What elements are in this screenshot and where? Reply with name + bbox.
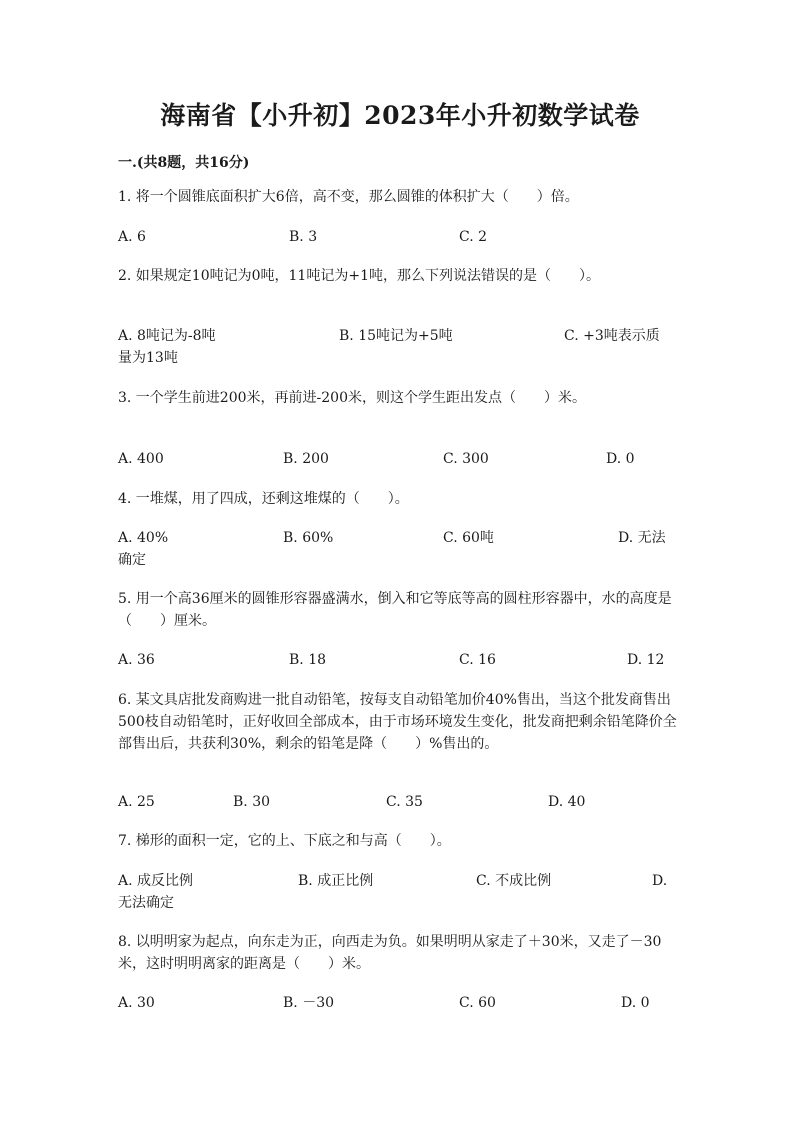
q4-option-c: C. 60吨 — [443, 530, 494, 546]
q8-option-c: C. 60 — [459, 995, 496, 1011]
q5-option-c: C. 16 — [459, 652, 496, 668]
q3-option-d: D. 0 — [606, 451, 635, 467]
q4-option-d: D. 无法 — [618, 530, 666, 546]
section-heading: 一.(共8题，共16分) — [118, 155, 250, 171]
q4-option-b: B. 60% — [283, 530, 334, 546]
q8-option-d: D. 0 — [621, 995, 650, 1011]
q2-option-c: C. +3吨表示质 — [564, 328, 660, 344]
question-8: 8. 以明明家为起点，向东走为正，向西走为负。如果明明从家走了＋30米，又走了－30米，这时明明离家的距离是（ ）米。 — [118, 934, 662, 972]
question-1: 1. 将一个圆锥底面积扩大6倍，高不变，那么圆锥的体积扩大（ ）倍。 — [118, 189, 579, 205]
q2-option-a: A. 8吨记为-8吨 — [118, 328, 216, 344]
q1-option-c: C. 2 — [459, 229, 488, 245]
q6-option-c: C. 35 — [386, 794, 423, 810]
question-2: 2. 如果规定10吨记为0吨，11吨记为+1吨，那么下列说法错误的是（ ）。 — [118, 268, 600, 284]
q7-option-c: C. 不成比例 — [476, 873, 552, 889]
page-title: 海南省【小升初】2023年小升初数学试卷 — [160, 101, 640, 130]
q8-option-b: B. －30 — [283, 995, 335, 1011]
q5-option-d: D. 12 — [627, 652, 665, 668]
q8-option-a: A. 30 — [118, 995, 155, 1011]
q7-option-b: B. 成正比例 — [298, 873, 374, 889]
question-3: 3. 一个学生前进200米，再前进-200米，则这个学生距出发点（ ）米。 — [118, 390, 586, 406]
q7-option-d-continued: 无法确定 — [118, 895, 174, 911]
q5-option-b: B. 18 — [289, 652, 327, 668]
q1-option-b: B. 3 — [289, 229, 318, 245]
q2-option-b: B. 15吨记为+5吨 — [339, 328, 453, 344]
q6-option-b: B. 30 — [233, 794, 271, 810]
q7-option-a: A. 成反比例 — [118, 873, 194, 889]
q4-option-a: A. 40% — [118, 530, 169, 546]
q7-option-d: D. — [652, 873, 668, 889]
q6-option-d: D. 40 — [548, 794, 586, 810]
question-6: 6. 某文具店批发商购进一批自动铅笔，按每支自动铅笔加价40%售出，当这个批发商售出500枝自动铅笔时，正好收回全部成本，由于市场环境发生变化，批发商把剩余铅笔降价全部售出后，共获利30%，剩余的铅笔是降（ ）%售出的。 — [118, 692, 677, 752]
question-4: 4. 一堆煤，用了四成，还剩这堆煤的（ ）。 — [118, 491, 409, 507]
q3-option-b: B. 200 — [283, 451, 329, 467]
q3-option-a: A. 400 — [118, 451, 164, 467]
q4-option-d-continued: 确定 — [118, 552, 146, 568]
q2-option-c-continued: 量为13吨 — [118, 350, 178, 366]
q5-option-a: A. 36 — [118, 652, 155, 668]
q1-option-a: A. 6 — [118, 229, 146, 245]
q6-option-a: A. 25 — [118, 794, 155, 810]
q3-option-c: C. 300 — [443, 451, 489, 467]
question-5: 5. 用一个高36厘米的圆锥形容器盛满水，倒入和它等底等高的圆柱形容器中，水的高度是（ ）厘米。 — [118, 591, 672, 629]
question-7: 7. 梯形的面积一定，它的上、下底之和与高（ ）。 — [118, 833, 451, 849]
